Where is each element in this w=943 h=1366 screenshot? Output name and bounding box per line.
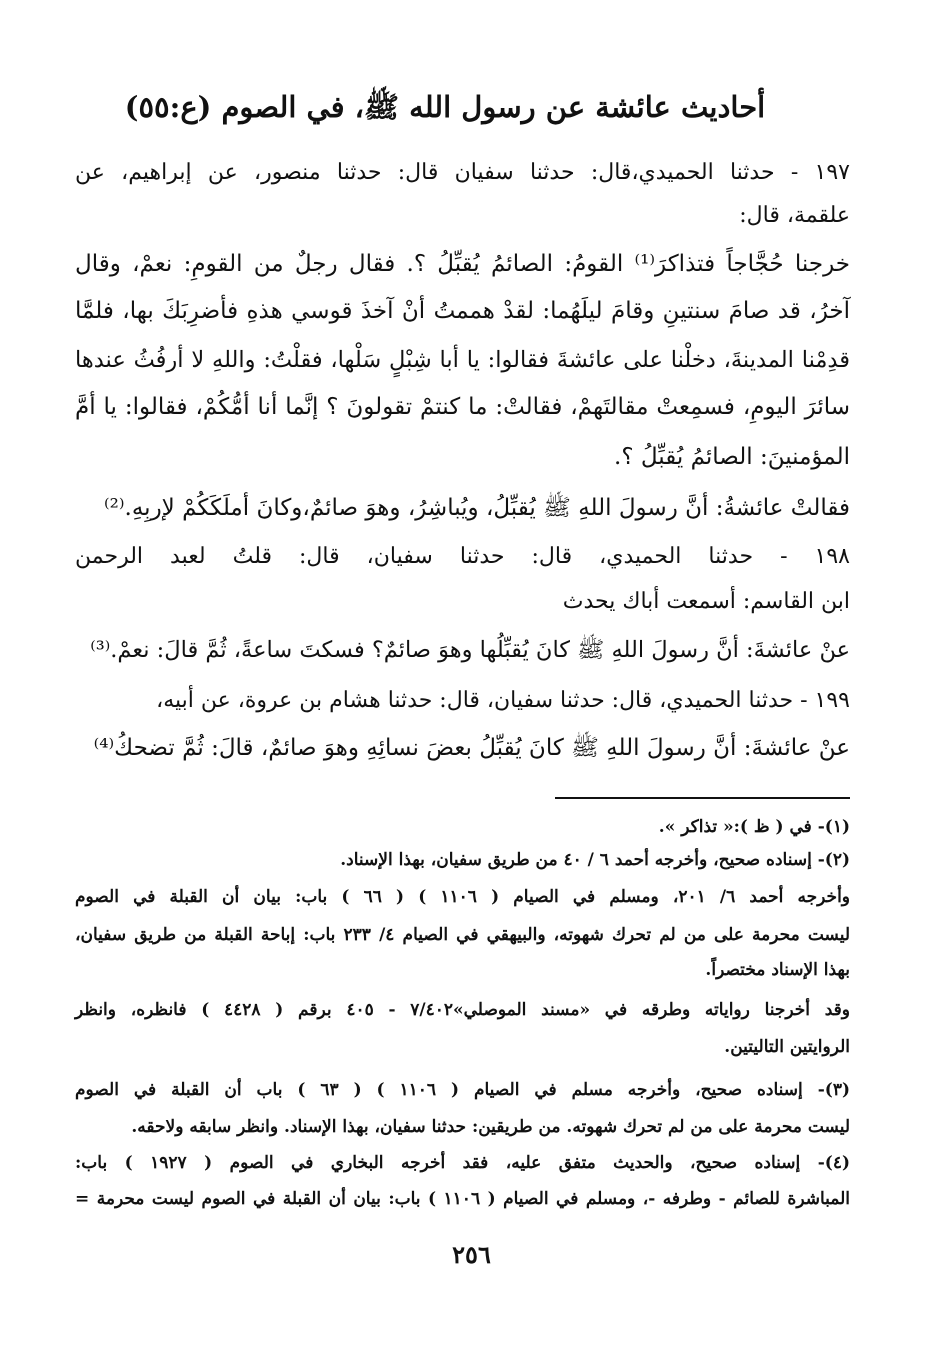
body-line: خرجنا حُجَّاجاً فتذاكرَ⁽¹⁾ القومُ: الصائمُ يُقبِّلُ ؟. فقال رجلٌ من القومِ: نعمْ، وقال bbox=[75, 251, 850, 277]
body-line: آخرُ، قد صامَ سنتينِ وقامَ ليلَهُما: لقدْ هممتُ أنْ آخذَ قوسي هذهِ فأضرِبَكَ بها، فلمَّا bbox=[75, 298, 850, 324]
footnote-line: المباشرة للصائم - وطرفه -، ومسلم في الصيام ( ١١٠٦ ) باب: بيان أن القبلة في الصوم ليست محرمة = bbox=[75, 1189, 850, 1209]
body-line: فقالتْ عائشةُ: أنَّ رسولَ اللهِ ﷺ يُقبِّلُ، ويُباشِرُ، وهوَ صائمٌ،وكانَ أملَكَكُمْ لإربِهِ.⁽²⁾ bbox=[103, 495, 850, 521]
footnote-divider bbox=[555, 797, 850, 799]
body-line: سائرَ اليومِ، فسمِعتْ مقالتَهمْ، فقالتْ: ما كنتمْ تقولونَ ؟ إنَّما أنا أمُّكُمْ، فقالوا: يا أمَّ bbox=[75, 394, 850, 420]
footnote-line: (٣)- إسناده صحيح، وأخرجه مسلم في الصيام ( ١١٠٦ ) ( ٦٣ ) باب أن القبلة في الصوم bbox=[75, 1080, 850, 1100]
body-line: ١٩٧ - حدثنا الحميدي،قال: حدثنا سفيان قال: حدثنا منصور، عن إبراهيم، عن bbox=[75, 160, 850, 185]
footnote-line: وأخرجه أحمد ٦/ ٢٠١، ومسلم في الصيام ( ١١٠٦ ) ( ٦٦ ) باب: بيان أن القبلة في الصوم bbox=[75, 887, 850, 907]
body-line: ١٩٨ - حدثنا الحميدي، قال: حدثنا سفيان، قال: قلتُ لعبد الرحمن bbox=[75, 544, 850, 569]
body-line: المؤمنينَ: الصائمُ يُقبِّلُ ؟. bbox=[614, 444, 850, 470]
footnote-line: الروايتين التاليتين. bbox=[724, 1037, 850, 1057]
footnote-line: ليست محرمة على من لم تحرك شهوته. من طريقين: حدثنا سفيان، بهذا الإسناد. وانظر سابقه ولاحقه. bbox=[131, 1117, 850, 1137]
footnote-line: ليست محرمة على من لم تحرك شهوته، والبيهقي في الصيام ٤/ ٢٣٣ باب: إباحة القبلة من طريق سفيان، bbox=[75, 925, 851, 945]
chapter-title: أحاديث عائشة عن رسول الله ﷺ، في الصوم (ع:٥٥) bbox=[124, 90, 766, 124]
footnote-line: (٤)- إسناده صحيح، والحديث متفق عليه، فقد أخرجه البخاري في الصوم ( ١٩٢٧ ) باب: bbox=[75, 1153, 851, 1173]
footnote-line: (١)- في ( ظ ):« تذاكر ». bbox=[658, 817, 850, 837]
body-line: ١٩٩ - حدثنا الحميدي، قال: حدثنا سفيان، قال: حدثنا هشام بن عروة، عن أبيه، bbox=[156, 688, 850, 713]
body-line: عنْ عائشةَ: أنَّ رسولَ اللهِ ﷺ كانَ يُقبِّلُها وهوَ صائمٌ؟ فسكتَ ساعةً، ثُمَّ قالَ: نعمْ.⁽³⁾ bbox=[90, 637, 850, 663]
footnote-line: (٢)- إسناده صحيح، وأخرجه أحمد ٦ / ٤٠ من طريق سفيان، بهذا الإسناد. bbox=[340, 850, 850, 870]
body-line: ابن القاسم: أسمعت أباك يحدث bbox=[562, 589, 850, 614]
footnote-line: بهذا الإسناد مختصراً. bbox=[705, 960, 850, 980]
page-number: ٢٥٦ bbox=[452, 1240, 491, 1269]
body-line: قدِمْنا المدينةَ، دخلْنا على عائشةَ فقالوا: يا أبا شِبْلٍ سَلْها، فقلْتُ: واللهِ لا أرفُثُ عندها bbox=[75, 347, 850, 373]
footnote-line: وقد أخرجنا رواياته وطرقه في «مسند الموصلي»٧/٤٠٢ - ٤٠٥ برقم ( ٤٤٢٨ ) فانظره، وانظر bbox=[75, 1000, 850, 1020]
body-line: علقمة، قال: bbox=[739, 203, 850, 228]
body-line: عنْ عائشةَ: أنَّ رسولَ اللهِ ﷺ كانَ يُقبِّلُ بعضَ نسائِهِ وهوَ صائمٌ، قالَ: ثُمَّ تضحكُ⁽⁴⁾ bbox=[93, 735, 850, 761]
